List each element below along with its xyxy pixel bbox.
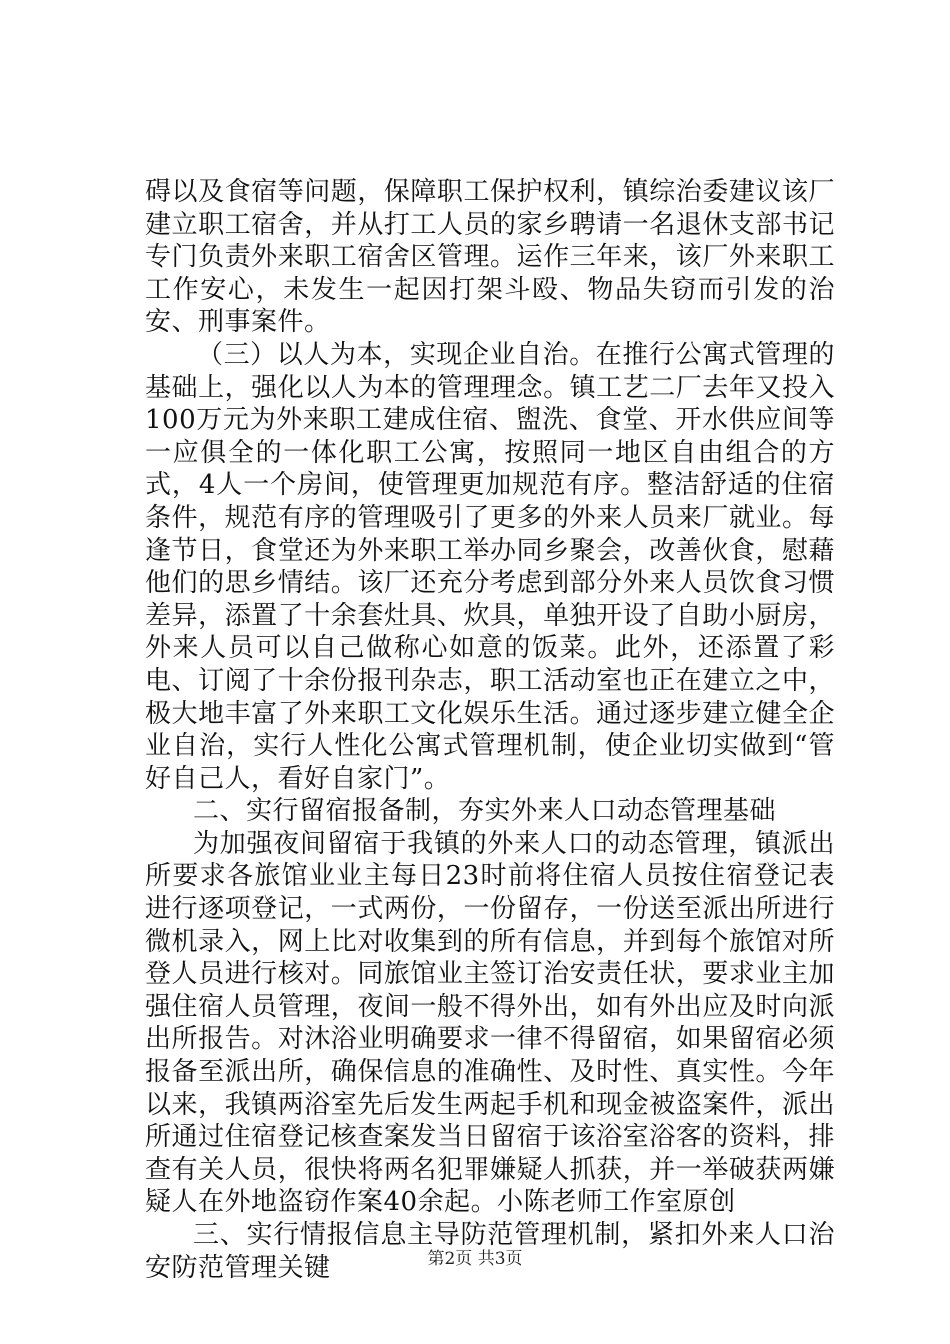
section-heading-three: 三、实行情报信息主导防范管理机制，紧扣外来人口治安防范管理关键 bbox=[145, 1220, 835, 1283]
document-body bbox=[145, 176, 835, 1284]
paragraph-dormitory-continuation: 碍以及食宿等问题，保障职工保护权利，镇综治委建议该厂建立职工宿舍，并从打工人员的家乡聘请一名退休支部书记专门负责外来职工宿舍区管理。运作三年来，该厂外来职工工作安心，未发生一起因打架斗殴、物品失窃而引发的治安、刑事案件。 bbox=[145, 177, 835, 338]
paragraph-enterprise-autonomy: （三）以人为本，实现企业自治。在推行公寓式管理的基础上，强化以人为本的管理理念。镇工艺二厂去年又投入100万元为外来职工建成住宿、盥洗、食堂、开水供应间等一应俱全的一体化职工公寓，按照同一地区自由组合的方式，4人一个房间，使管理更加规范有序。整洁舒适的住宿条件，规范有序的管理吸引了更多的外来人员来厂就业。每逢节日，食堂还为外来职工举办同乡聚会，改善伙食，慰藉他们的思乡情结。该厂还充分考虑到部分外来人员饮食习惯差异，添置了十余套灶具、炊具，单独开设了自助小厨房，外来人员可以自己做称心如意的饭菜。此外，还添置了彩电、订阅了十余份报刊杂志，职工活动室也正在建立之中，极大地丰富了外来职工文化娱乐生活。通过逐步建立健全企业自治，实行人性化公寓式管理机制，使企业切实做到“管好自己人，看好自家门”。 bbox=[145, 339, 835, 794]
section-heading-two: 二、实行留宿报备制，夯实外来人口动态管理基础 bbox=[193, 796, 777, 827]
page-number-footer: 第2页 共3页 bbox=[427, 1249, 523, 1269]
paragraph-overnight-registration: 为加强夜间留宿于我镇的外来人口的动态管理，镇派出所要求各旅馆业业主每日23时前将住宿人员按住宿登记表进行逐项登记，一式两份，一份留存，一份送至派出所进行微机录入，网上比对收集到的所有信息，并到每个旅馆对所登人员进行核对。同旅馆业主签订治安责任状，要求业主加强住宿人员管理，夜间一般不得外出，如有外出应及时向派出所报告。对沐浴业明确要求一律不得留宿，如果留宿必须报备至派出所，确保信息的准确性、及时性、真实性。今年以来，我镇两浴室先后发生两起手机和现金被盗案件，派出所通过住宿登记核查案发当日留宿于该浴室浴客的资料，排查有关人员，很快将两名犯罪嫌疑人抓获，并一举破获两嫌疑人在外地盗窃作案40余起。小陈老师工作室原创 bbox=[145, 828, 835, 1218]
